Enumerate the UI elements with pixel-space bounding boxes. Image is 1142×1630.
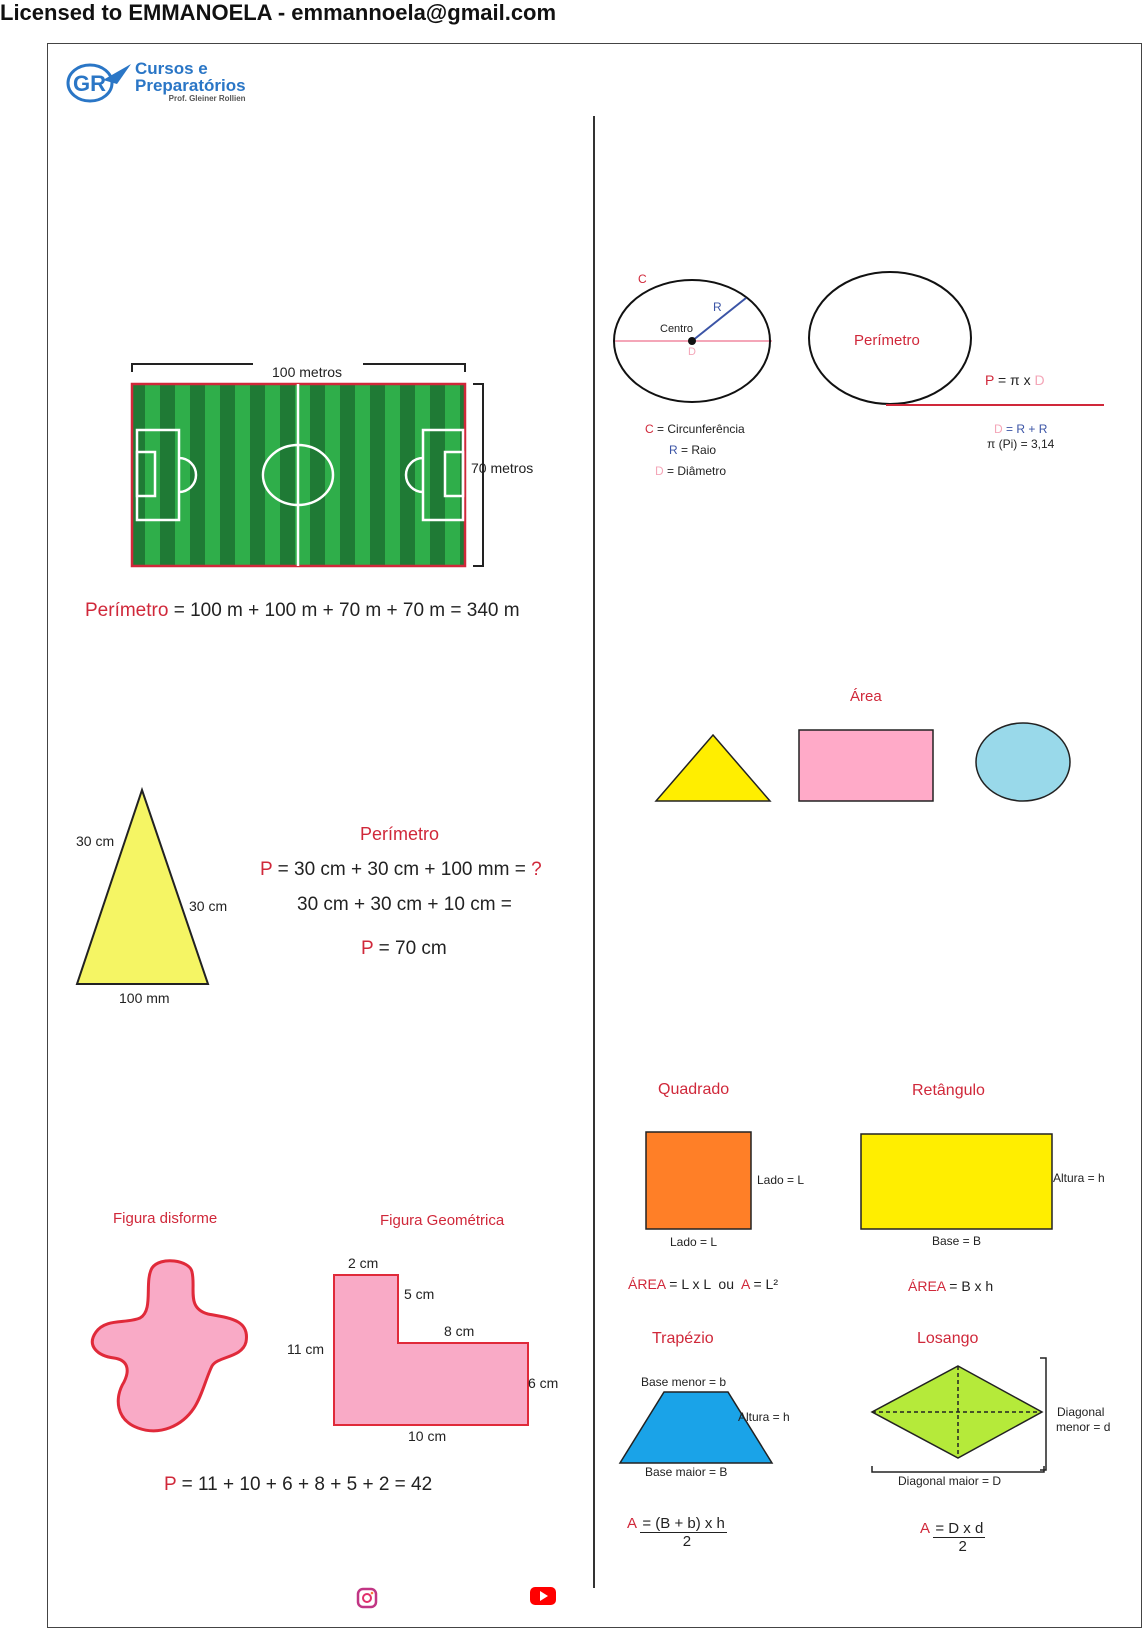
triangle-base: 100 mm <box>119 990 170 1006</box>
logo-line3: Prof. Gleiner Rollien <box>168 94 246 103</box>
legend-raio: R = Raio <box>669 443 717 457</box>
logo-mark-icon <box>65 58 135 106</box>
p-letter: P <box>164 1474 177 1495</box>
circle-perimeter-formula <box>985 372 1045 388</box>
formula-expression: = 11 + 10 + 6 + 8 + 5 + 2 = 42 <box>181 1474 433 1495</box>
l-top-label: 2 cm <box>348 1255 379 1271</box>
circle-diagram <box>612 278 782 418</box>
quadrado-title: Quadrado <box>658 1081 730 1098</box>
diameter-equation: D = R + R <box>994 422 1048 436</box>
formula-result: = 70 cm <box>378 938 447 959</box>
irregular-shape <box>90 1258 250 1438</box>
figura-geometrica-title: Figura Geométrica <box>380 1212 505 1229</box>
instagram-icon[interactable] <box>357 1588 377 1608</box>
rhombus-area-formula: A = D x d 2 <box>920 1520 984 1555</box>
area-shapes <box>656 722 1076 804</box>
trapezoid-base-maior: Base maior = B <box>645 1465 728 1479</box>
p-letter: P <box>985 372 995 388</box>
l-bottom-label: 10 cm <box>408 1428 447 1444</box>
pi-value: π (Pi) = 3,14 <box>987 437 1055 451</box>
rectangle-height-label: Altura = h <box>1053 1171 1105 1185</box>
legend-circunferencia: C = Circunferência <box>645 422 745 436</box>
rhombus-shape <box>868 1362 1058 1476</box>
logo-line2: Preparatórios <box>135 76 246 95</box>
isosceles-triangle <box>75 788 215 988</box>
circle-d-label: D <box>688 346 696 358</box>
license-text: Licensed to EMMANOELA - emmannoela@gmail.com <box>0 0 557 25</box>
square-shape <box>645 1131 753 1231</box>
trapezio-title: Trapézio <box>652 1330 714 1347</box>
rhombus-small-diagonal: Diagonal menor = d <box>1056 1405 1111 1434</box>
square-area-formula: ÁREA = L x L ou A = L² <box>628 1276 778 1292</box>
area-title: Área <box>850 688 882 705</box>
l-right-label: 6 cm <box>528 1375 559 1391</box>
l-inner-horizontal-label: 8 cm <box>444 1323 475 1339</box>
soccer-field-diagram <box>125 362 485 572</box>
field-width-label: 100 metros <box>272 364 343 380</box>
l-inner-vertical-label: 5 cm <box>404 1286 435 1302</box>
field-height-label: 70 metros <box>471 460 534 476</box>
column-divider <box>593 116 595 1588</box>
trapezoid-base-menor: Base menor = b <box>641 1375 727 1389</box>
rectangle-shape <box>860 1133 1054 1231</box>
triangle-formula-3 <box>361 938 447 960</box>
formula-expression: = 30 cm + 30 cm + 100 mm = <box>277 859 526 880</box>
formula-middle: = π x <box>997 372 1031 388</box>
rectangle-base-label: Base = B <box>932 1234 982 1248</box>
perimeter-word: Perímetro <box>85 600 169 621</box>
denominator: 2 <box>682 1533 692 1550</box>
field-perimeter-formula <box>85 600 520 622</box>
perimeter-expression: = 100 m + 100 m + 70 m + 70 m = 340 m <box>173 600 520 621</box>
perimeter-circle-diagram <box>806 270 1106 410</box>
logo-initials: GR <box>73 71 106 96</box>
logo-line1: Cursos e <box>135 59 208 78</box>
d-letter: D <box>1034 372 1045 388</box>
circle-c-label: C <box>638 272 647 286</box>
triangle-perimeter-title: Perímetro <box>360 824 440 844</box>
circle-r-label: R <box>713 300 722 314</box>
question-mark: ? <box>531 859 542 880</box>
rectangle-area-formula: ÁREA = B x h <box>908 1278 994 1294</box>
denominator: 2 <box>958 1538 967 1555</box>
circle-legend <box>645 419 745 482</box>
p-letter: P <box>260 859 273 880</box>
triangle-formula-1 <box>260 859 542 881</box>
trapezoid-area-formula: A = (B + b) x h 2 <box>627 1515 725 1550</box>
triangle-side-right: 30 cm <box>189 898 228 914</box>
rhombus-big-diagonal: Diagonal maior = D <box>898 1474 1002 1488</box>
p-letter: P <box>361 938 374 959</box>
logo <box>65 58 265 106</box>
losango-title: Losango <box>917 1330 979 1347</box>
circle-perimeter-word: Perímetro <box>854 332 920 349</box>
triangle-side-left: 30 cm <box>76 833 115 849</box>
trapezoid-height-label: Altura = h <box>738 1410 790 1424</box>
l-perimeter-formula <box>164 1474 432 1496</box>
figura-disforme-title: Figura disforme <box>113 1210 218 1227</box>
youtube-icon[interactable] <box>530 1586 556 1606</box>
square-side-bottom: Lado = L <box>670 1235 718 1249</box>
circle-center-label: Centro <box>660 323 694 335</box>
l-left-label: 11 cm <box>287 1341 325 1357</box>
square-side-right: Lado = L <box>757 1173 805 1187</box>
trapezoid-shape <box>618 1390 774 1466</box>
legend-diametro: D = Diâmetro <box>655 464 727 478</box>
triangle-formula-2: 30 cm + 30 cm + 10 cm = <box>297 894 512 915</box>
retangulo-title: Retângulo <box>912 1082 985 1099</box>
